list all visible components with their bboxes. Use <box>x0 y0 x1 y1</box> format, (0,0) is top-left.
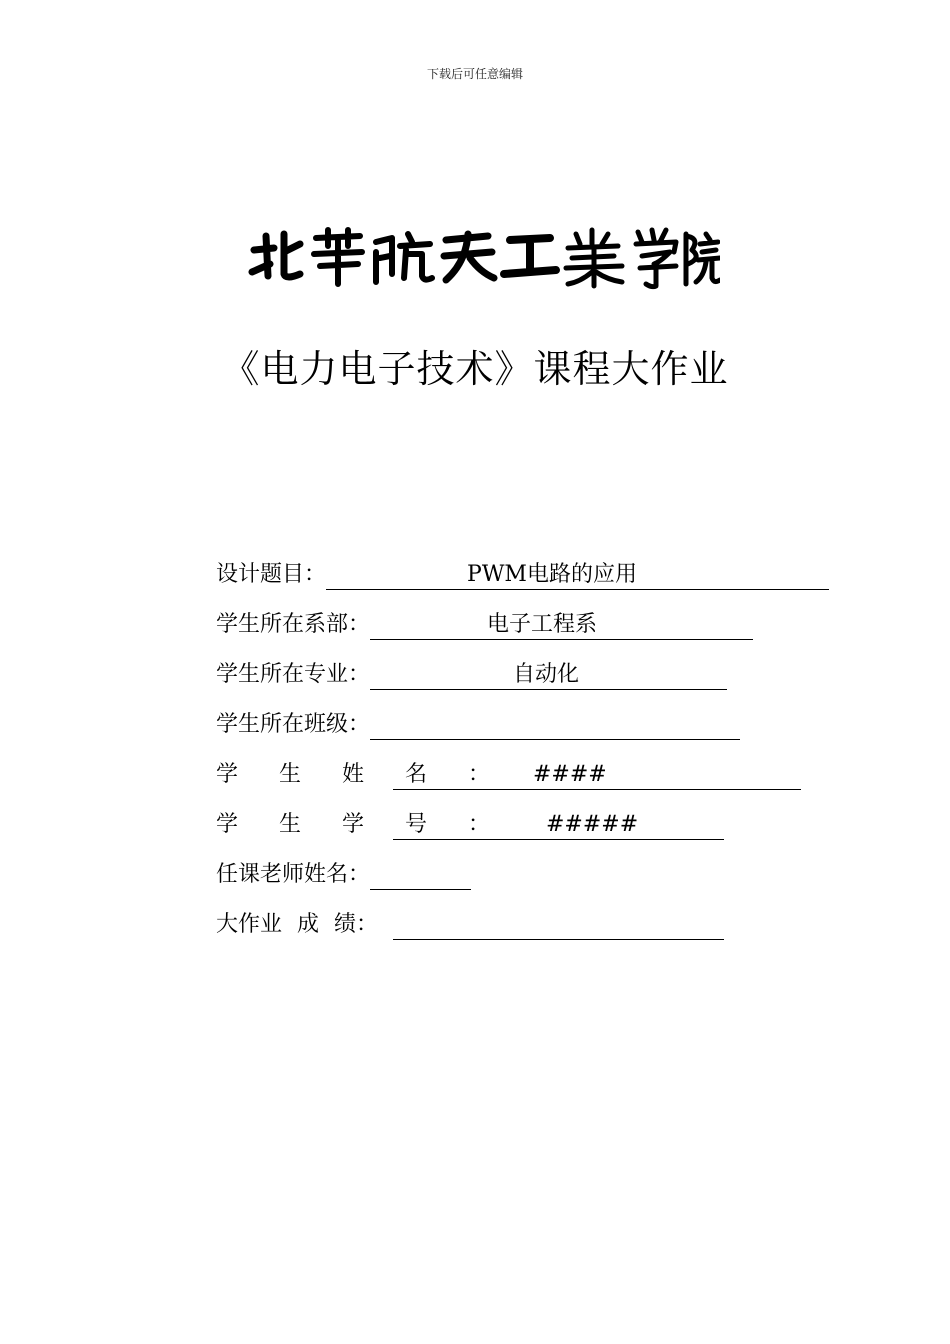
student-id-label <box>216 810 507 840</box>
form-row-class <box>216 690 856 740</box>
university-logo <box>240 222 720 290</box>
grade-label: 大作业 成 绩： <box>216 912 378 937</box>
form-row-teacher-name <box>216 840 856 890</box>
page-header-note: 下载后可任意编辑 <box>426 67 523 81</box>
major-field[interactable]: 自动化 <box>370 661 727 690</box>
calligraphy-logo-icon <box>240 222 720 290</box>
class-field[interactable] <box>370 711 740 740</box>
teacher-name-field[interactable] <box>370 861 471 890</box>
department-label: 学生所在系部： <box>216 612 371 637</box>
student-name-label <box>216 760 507 790</box>
form-row-major <box>216 640 856 690</box>
student-name-label-text: 学 生 姓 名 ： <box>216 762 507 787</box>
form-row-student-name <box>216 740 856 790</box>
design-topic-label: 设计题目： <box>216 562 327 587</box>
form-row-grade <box>216 890 856 940</box>
department-field[interactable]: 电子工程系 <box>370 611 753 640</box>
student-id-field[interactable]: ##### <box>393 811 724 840</box>
form-row-student-id <box>216 790 856 840</box>
major-label: 学生所在专业： <box>216 662 371 687</box>
class-label: 学生所在班级： <box>216 712 371 737</box>
student-name-field[interactable]: #### <box>393 761 801 790</box>
cover-info-form <box>216 540 856 940</box>
form-row-design-topic <box>216 540 856 590</box>
grade-field[interactable] <box>393 911 724 940</box>
form-row-department <box>216 590 856 640</box>
page-title: 《电力电子技术》课程大作业 <box>221 347 729 391</box>
design-topic-field[interactable]: PWM电路的应用 <box>326 561 829 590</box>
teacher-name-label: 任课老师姓名： <box>216 862 371 887</box>
student-id-label-text: 学 生 学 号 ： <box>216 812 507 837</box>
